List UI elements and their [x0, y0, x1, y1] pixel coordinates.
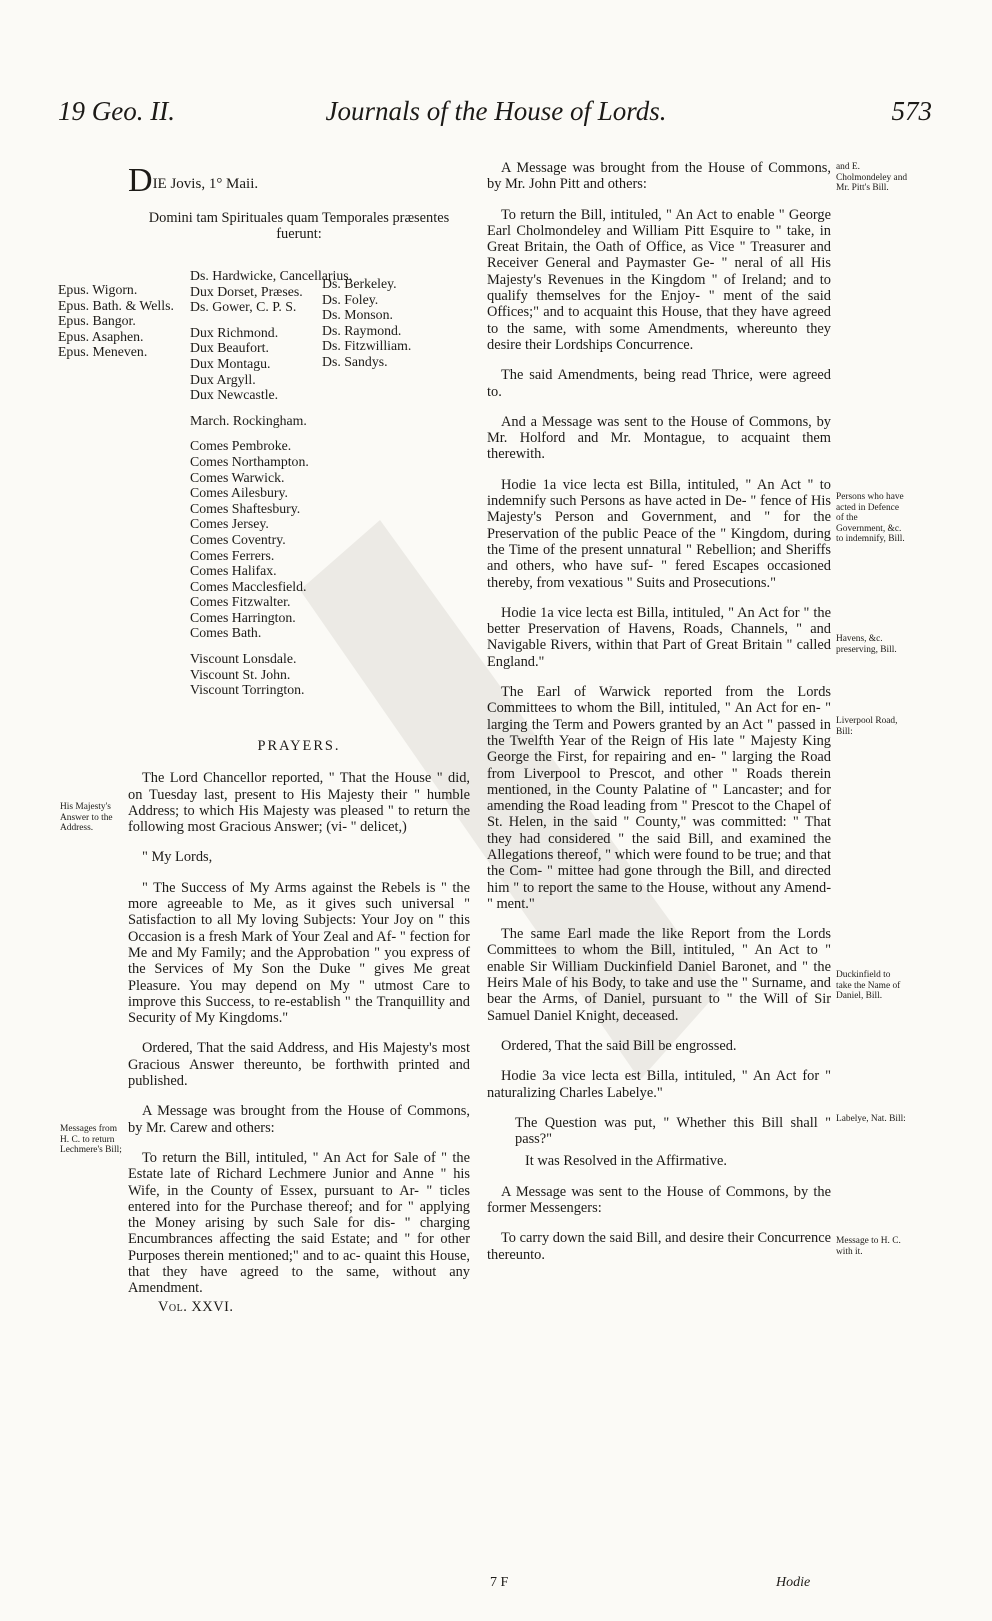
right-column	[487, 160, 831, 1265]
prayers-heading: PRAYERS.	[257, 738, 341, 754]
bishop-entry: Epus. Bangor.	[58, 313, 136, 329]
lord-entry: Dux Argyll.	[190, 371, 256, 387]
kings-answer: " The Success of My Arms against the Rebels is " the more agreeable to Me, as it gives such universal " Satisfaction to all My loving Subjects: Your Joy on " this Occasion is a fresh Mark of Your Zeal and Af- " fection for Me and My Family; and the Approbation " you express of the Services of My Son the Duke " gives Me great Pleasure. You may depend on My " utmost Care to improve this Success, to re-establish " the Tranquillity and Security of My Kingdoms."	[128, 879, 470, 1027]
lord-entry: Comes Jersey.	[190, 516, 269, 532]
barons-list	[322, 276, 411, 370]
left-column	[128, 160, 470, 257]
carry-down: To carry down the said Bill, and desire their Concurrence thereunto.	[487, 1230, 831, 1263]
message-holford: And a Message was sent to the House of Commons, by Mr. Holford and Mr. Montague, to acquaint them therewith.	[487, 413, 831, 463]
volume-label: Vol. XXVI.	[158, 1298, 234, 1315]
margin-note-duckinfield: Duckinfield to take the Name of Daniel, Bill.	[836, 970, 901, 1001]
lord-entry: Comes Coventry.	[190, 531, 286, 547]
bishop-entry: Epus. Meneven.	[58, 344, 148, 360]
lord-entry: Comes Harrington.	[190, 609, 296, 625]
lord-entry: Comes Shaftesbury.	[190, 500, 301, 516]
margin-note-cholmondeley: and E. Cholmondeley and Mr. Pitt's Bill.	[836, 162, 908, 193]
baron-entry: Ds. Fitzwilliam.	[322, 338, 412, 354]
margin-note-message: Message to H. C. with it.	[836, 1236, 901, 1257]
lord-entry: Viscount St. John.	[190, 666, 291, 682]
bishops-list	[58, 282, 174, 360]
lord-entry: Comes Ferrers.	[190, 547, 275, 563]
indemnity-bill: Hodie 1a vice lecta est Billa, intituled, " An Act " to indemnify such Persons as have acted in De- " fence of His Majesty's Person and Government, and " for the Preservation of the public Peace of the " Kingdom, during the Time of the present unnatural " Rebellion; and Sheriffs and others, who have suf- " fered Escapes occasioned thereby, from vexatious " Suits and Prosecutions."	[487, 476, 831, 591]
margin-note-answer: His Majesty's Answer to the Address.	[60, 802, 113, 833]
resolved-affirmative: It was Resolved in the Affirmative.	[525, 1153, 727, 1170]
page-number: 573	[891, 96, 932, 126]
ordered-printed: Ordered, That the said Address, and His Majesty's most Gracious Answer thereunto, be forthwith printed and published.	[128, 1040, 470, 1090]
lord-entry: Comes Bath.	[190, 625, 262, 641]
lord-entry: March. Rockingham.	[190, 412, 307, 428]
lord-entry: Viscount Lonsdale.	[190, 651, 297, 667]
margin-note-indemnify: Persons who have acted in Defence of the Government, &c. to indemnify, Bill.	[836, 492, 905, 544]
return-lechmere-bill: To return the Bill, intituled, " An Act for Sale of " the Estate late of Richard Lechmere Junior and Anne " his Wife, in the County of Essex, pursuant to Ar- " ticles entered into for the Purchase thereof; and for " applying the Money arising by such Sale for dis- " charging Encumbrances affecting the said Estate; and " for other Purposes therein mentioned;" and to ac- quaint this House, that they have agreed to the same, without any Amendment.	[128, 1149, 470, 1297]
margin-note-havens: Havens, &c. preserving, Bill.	[836, 634, 897, 655]
labelye-bill: Hodie 3a vice lecta est Billa, intituled, " An Act for " naturalizing Charles Labelye."	[487, 1068, 831, 1101]
domini-line: Domini tam Spirituales quam Temporales præsentes fuerunt:	[148, 210, 450, 243]
left-column-body	[128, 738, 470, 1315]
message-carew: A Message was brought from the House of Commons, by Mr. Carew and others:	[128, 1103, 470, 1136]
lord-entry: Ds. Hardwicke, Cancellarius.	[190, 268, 353, 283]
die-date: IE Jovis, 1° Maii.	[152, 176, 259, 192]
header-title: Journals of the House of Lords.	[325, 96, 667, 126]
die-heading	[128, 162, 470, 199]
baron-entry: Ds. Foley.	[322, 291, 379, 307]
baron-entry: Ds. Sandys.	[322, 353, 388, 369]
lord-entry: Dux Newcastle.	[190, 387, 279, 403]
signature-mark: 7 F	[490, 1575, 509, 1590]
margin-note-liverpool: Liverpool Road, Bill:	[836, 716, 898, 737]
baron-entry: Ds. Berkeley.	[322, 276, 397, 291]
lord-entry: Comes Ailesbury.	[190, 485, 288, 501]
lord-entry: Dux Beaufort.	[190, 340, 269, 356]
bishop-entry: Epus. Asaphen.	[58, 328, 144, 344]
lord-entry: Viscount Torrington.	[190, 682, 305, 698]
baron-entry: Ds. Monson.	[322, 307, 393, 323]
catchword: Hodie	[776, 1575, 811, 1590]
message-former: A Message was sent to the House of Commons, by the former Messengers:	[487, 1183, 831, 1217]
lord-entry: Comes Halifax.	[190, 563, 277, 579]
lord-entry: Ds. Gower, C. P. S.	[190, 299, 297, 315]
warwick-report: The Earl of Warwick reported from the Lords Committees to whom the Bill, intituled, " An Act for en- " larging the Term and Powers granted by an Act " passed in the Twelfth Year of the Reign of His late " Majesty King George the First, for repairing and en- " larging the Road from Liverpool to Prescot, and other " Roads therein mentioned, in the County Palatine of " Lancaster; and for amending the Road leading from " Prescot to the Chapel of St. Helen, in the said " County," was committed: " That they had considered " the said Bill, and examined the Allegations thereof, " which were found to be true; and that the Com- " mittee had gone through the Bill, and directed him " to report the same to the House, without any Amend- " ment."	[487, 684, 831, 912]
lord-entry: Comes Warwick.	[190, 469, 285, 485]
return-cholmondeley-bill: To return the Bill, intituled, " An Act to enable " George Earl Cholmondeley and William Pitt Esquire to " take, in Great Britain, the Oath of Office, as Vice " Treasurer and Receiver General and Paymaster Ge- " neral of all His Majesty's Revenues in the Kingdom " of Ireland; and to qualify themselves for the Enjoy- " ment of the said Offices;" and to acquaint this House, that they have agreed to the same, with some Amendments, whereunto they desire their Lordships Concurrence.	[487, 206, 831, 353]
lord-entry: Dux Montagu.	[190, 355, 271, 371]
margin-note-lechmere: Messages from H. C. to return Lechmere's Bill;	[60, 1124, 122, 1155]
message-pitt: A Message was brought from the House of Commons, by Mr. John Pitt and others:	[487, 160, 831, 193]
duckinfield-report: The same Earl made the like Report from the Lords Committees to whom the Bill, intituled, " An Act to " enable Sir William Duckinfield Daniel Baronet, and " the Heirs Male of his Body, to take and use the " Surname, and bear the Arms, of Daniel, pursuant to " the Will of Sir Samuel Daniel Knight, deceased.	[487, 926, 831, 1024]
amendments-agreed: The said Amendments, being read Thrice, were agreed to.	[487, 367, 831, 400]
chancellor-report: The Lord Chancellor reported, " That the House " did, on Tuesday last, present to His Majesty their " humble Address; to which His Majesty was pleased " to return the following most Gracious Answer; (vi- " delicet,)	[128, 770, 470, 836]
lord-entry: Dux Dorset, Præses.	[190, 283, 303, 299]
lord-entry: Comes Fitzwalter.	[190, 594, 291, 610]
header-regnal-year: 19 Geo. II.	[58, 96, 175, 126]
bishop-entry: Epus. Wigorn.	[58, 282, 138, 297]
ordered-engrossed: Ordered, That the said Bill be engrossed.	[501, 1037, 737, 1054]
baron-entry: Ds. Raymond.	[322, 322, 402, 338]
havens-bill: Hodie 1a vice lecta est Billa, intituled, " An Act for " the better Preservation of Havens, Roads, Channels, " and Navigable Rivers, within that Part of Great Britain " called England."	[487, 604, 831, 670]
lord-entry: Comes Macclesfield.	[190, 578, 307, 594]
bishop-entry: Epus. Bath. & Wells.	[58, 297, 174, 313]
margin-note-labelye: Labelye, Nat. Bill:	[836, 1114, 906, 1124]
lord-entry: Dux Richmond.	[190, 324, 279, 340]
question-put: The Question was put, " Whether this Bill shall " pass?"	[515, 1114, 831, 1148]
lord-entry: Comes Pembroke.	[190, 438, 292, 454]
my-lords: " My Lords,	[142, 849, 213, 866]
lord-entry: Comes Northampton.	[190, 453, 309, 469]
die-initial: D	[128, 162, 153, 199]
